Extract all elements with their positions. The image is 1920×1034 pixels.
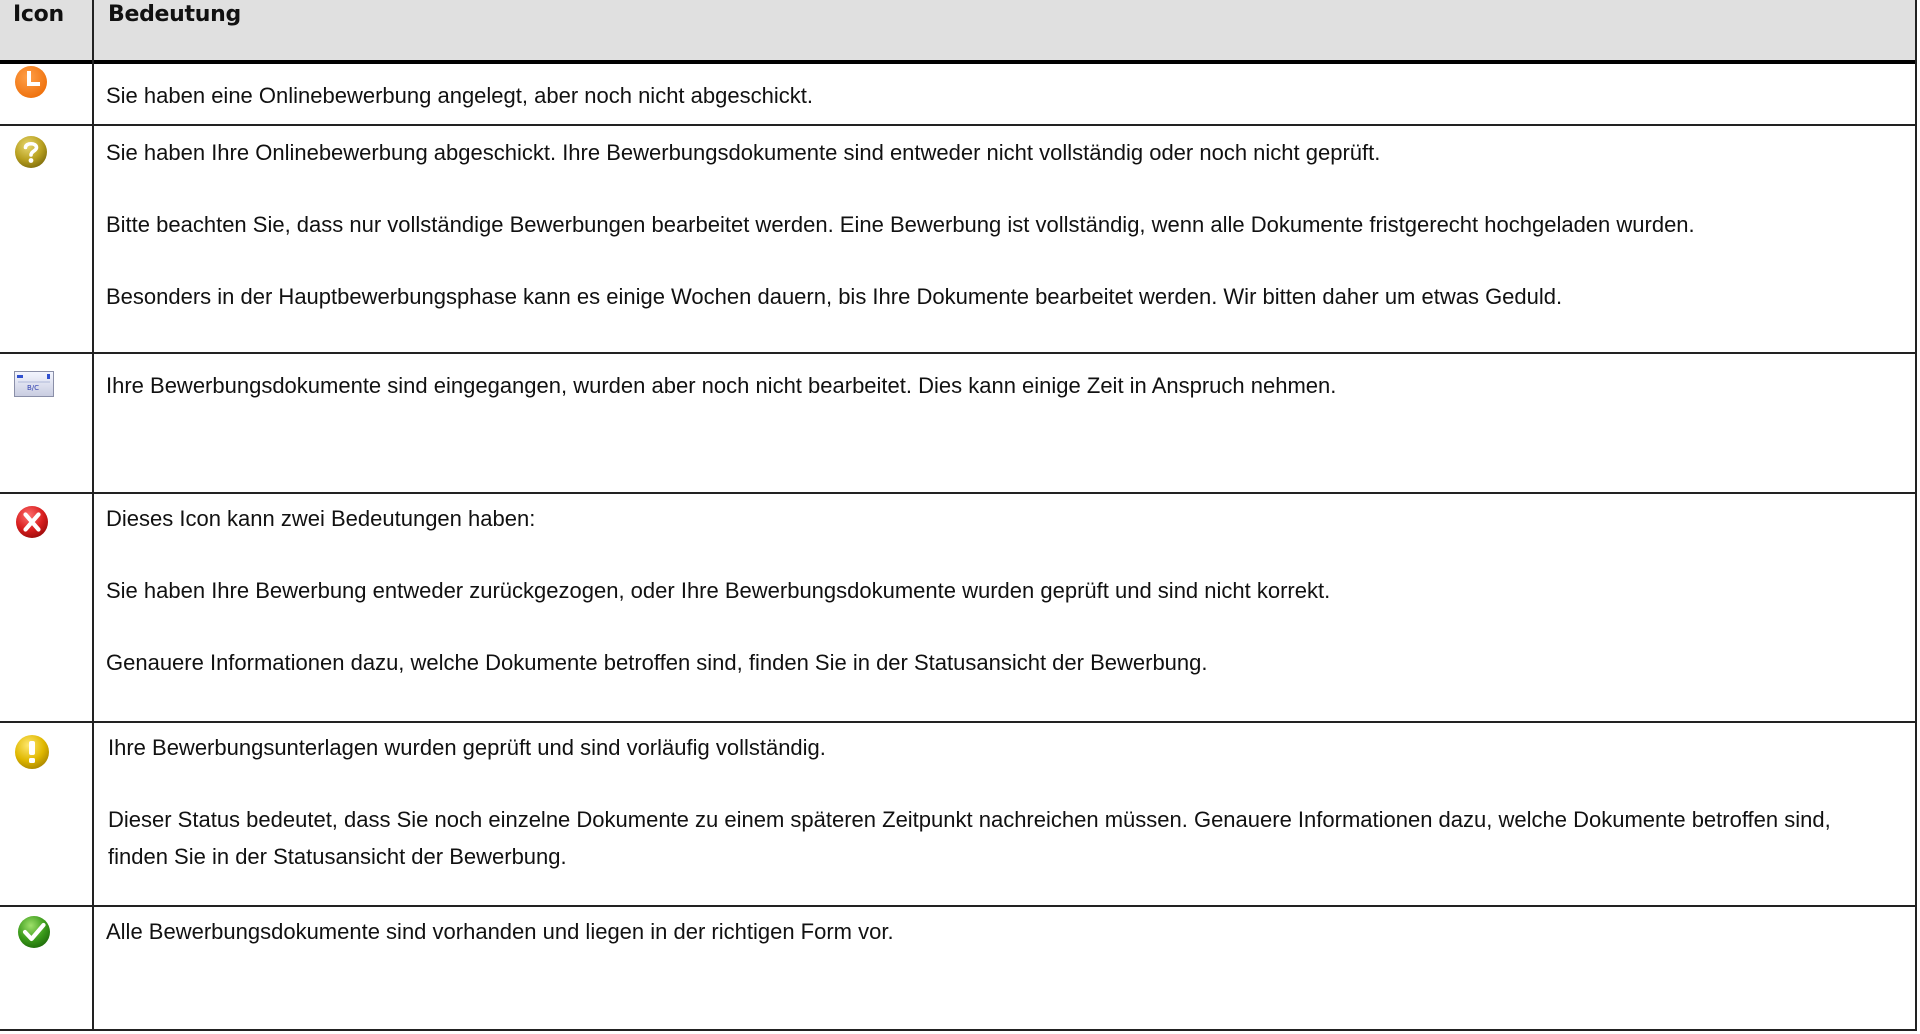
table-header	[0, 0, 1915, 64]
envelope-icon	[14, 371, 54, 402]
row-description: Dieses Icon kann zwei Bedeutungen haben:	[106, 506, 536, 531]
row-description: Bitte beachten Sie, dass nur vollständige Bewerbungen bearbeitet werden. Eine Bewerbung ist vollständig, wenn alle Dokumente fristgerecht hochgeladen wurden.	[106, 212, 1695, 237]
table-row	[0, 64, 1915, 126]
table-row	[0, 494, 1915, 723]
column-divider	[92, 0, 94, 1031]
table-row	[0, 723, 1915, 907]
row-description: Genauere Informationen dazu, welche Dokumente betroffen sind, finden Sie in der Statusansicht der Bewerbung.	[106, 650, 1208, 675]
error-x-icon	[15, 505, 49, 544]
row-description: Sie haben Ihre Bewerbung entweder zurückgezogen, oder Ihre Bewerbungsdokumente wurden geprüft und sind nicht korrekt.	[106, 578, 1331, 603]
row-description: Ihre Bewerbungsunterlagen wurden geprüft und sind vorläufig vollständig.	[108, 735, 826, 760]
table-row	[0, 907, 1915, 1031]
svg-text:B/C: B/C	[27, 384, 40, 392]
column-header-icon: Icon	[13, 2, 64, 27]
question-icon	[14, 135, 48, 174]
clock-icon	[14, 65, 48, 104]
checkmark-icon	[17, 915, 51, 954]
row-description: Ihre Bewerbungsdokumente sind eingegangen, wurden aber noch nicht bearbeitet. Dies kann einige Zeit in Anspruch nehmen.	[106, 373, 1337, 398]
row-description: Sie haben eine Onlinebewerbung angelegt, aber noch nicht abgeschickt.	[106, 83, 813, 108]
row-description: Dieser Status bedeutet, dass Sie noch einzelne Dokumente zu einem späteren Zeitpunkt nachreichen müssen. Genauere Informationen dazu, welche Dokumente betroffen sind, finden Sie in der Statusansicht der Bewerbung.	[108, 807, 1831, 869]
table-row	[0, 354, 1915, 494]
row-description: Sie haben Ihre Onlinebewerbung abgeschickt. Ihre Bewerbungsdokumente sind entweder nicht vollständig oder noch nicht geprüft.	[106, 140, 1381, 165]
table-row	[0, 126, 1915, 354]
warning-exclamation-icon	[14, 734, 50, 775]
row-description: Besonders in der Hauptbewerbungsphase kann es einige Wochen dauern, bis Ihre Dokumente bearbeitet werden. Wir bitten daher um etwas Geduld.	[106, 284, 1563, 309]
column-header-meaning: Bedeutung	[108, 2, 241, 27]
row-description: Alle Bewerbungsdokumente sind vorhanden und liegen in der richtigen Form vor.	[106, 919, 894, 944]
